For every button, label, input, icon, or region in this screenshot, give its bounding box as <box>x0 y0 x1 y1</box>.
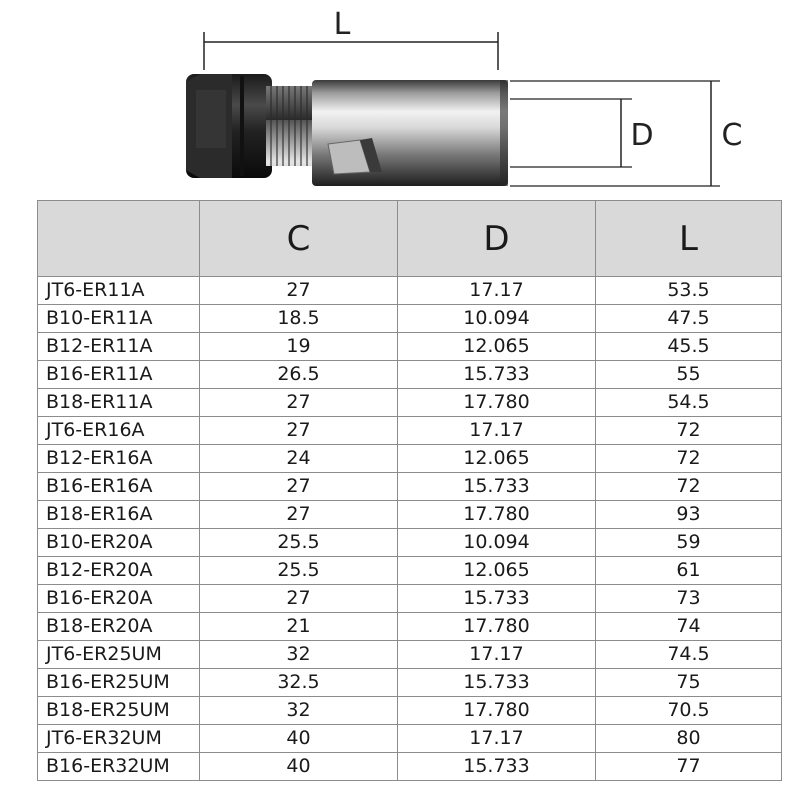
cell-d: 15.733 <box>398 585 596 613</box>
cell-d: 15.733 <box>398 361 596 389</box>
cell-model: B12-ER16A <box>38 445 200 473</box>
cell-model: B16-ER11A <box>38 361 200 389</box>
table-row <box>38 277 782 305</box>
cell-c: 27 <box>200 501 398 529</box>
table-row <box>38 473 782 501</box>
cell-l: 72 <box>596 473 782 501</box>
table-row <box>38 305 782 333</box>
cell-d: 12.065 <box>398 333 596 361</box>
product-diagram <box>0 0 800 200</box>
cell-c: 24 <box>200 445 398 473</box>
cell-model: JT6-ER25UM <box>38 641 200 669</box>
cell-c: 27 <box>200 389 398 417</box>
outer-diameter-label: C <box>721 118 743 153</box>
cell-c: 27 <box>200 585 398 613</box>
inner-diameter-label: D <box>630 118 654 153</box>
cell-l: 80 <box>596 725 782 753</box>
cell-c: 40 <box>200 753 398 781</box>
cell-c: 27 <box>200 417 398 445</box>
cell-model: B16-ER32UM <box>38 753 200 781</box>
cell-c: 21 <box>200 613 398 641</box>
table-row <box>38 361 782 389</box>
cell-c: 25.5 <box>200 557 398 585</box>
cell-d: 12.065 <box>398 445 596 473</box>
thread-section <box>266 86 316 166</box>
cell-l: 72 <box>596 417 782 445</box>
spec-table <box>37 200 782 781</box>
cell-model: B16-ER25UM <box>38 669 200 697</box>
cell-d: 15.733 <box>398 753 596 781</box>
header-c: C <box>200 201 398 277</box>
cylinder-body <box>312 80 508 186</box>
cell-l: 74 <box>596 613 782 641</box>
cell-l: 77 <box>596 753 782 781</box>
table-row <box>38 697 782 725</box>
cell-model: B18-ER25UM <box>38 697 200 725</box>
cell-model: B16-ER16A <box>38 473 200 501</box>
cell-c: 25.5 <box>200 529 398 557</box>
inner-diameter-dimension <box>510 99 654 167</box>
table-row <box>38 753 782 781</box>
cell-c: 26.5 <box>200 361 398 389</box>
table-row <box>38 333 782 361</box>
cell-model: B10-ER11A <box>38 305 200 333</box>
cell-c: 27 <box>200 473 398 501</box>
cell-l: 55 <box>596 361 782 389</box>
cell-model: B18-ER16A <box>38 501 200 529</box>
table-row <box>38 501 782 529</box>
table-row <box>38 669 782 697</box>
cell-l: 70.5 <box>596 697 782 725</box>
table-body <box>38 277 782 781</box>
cell-model: JT6-ER32UM <box>38 725 200 753</box>
collet-nut <box>186 74 272 178</box>
cell-d: 15.733 <box>398 473 596 501</box>
cell-model: B12-ER20A <box>38 557 200 585</box>
cell-c: 32 <box>200 641 398 669</box>
cell-c: 19 <box>200 333 398 361</box>
cell-l: 72 <box>596 445 782 473</box>
cell-d: 10.094 <box>398 529 596 557</box>
cell-model: B10-ER20A <box>38 529 200 557</box>
cell-l: 59 <box>596 529 782 557</box>
header-row <box>38 201 782 277</box>
length-label: L <box>333 7 351 42</box>
cell-d: 10.094 <box>398 305 596 333</box>
table-row <box>38 445 782 473</box>
cell-d: 17.780 <box>398 501 596 529</box>
table-row <box>38 725 782 753</box>
table-row <box>38 613 782 641</box>
cell-d: 12.065 <box>398 557 596 585</box>
cell-model: JT6-ER11A <box>38 277 200 305</box>
cell-d: 17.17 <box>398 277 596 305</box>
table-row <box>38 585 782 613</box>
cell-model: B16-ER20A <box>38 585 200 613</box>
cell-l: 61 <box>596 557 782 585</box>
cell-l: 75 <box>596 669 782 697</box>
cell-l: 47.5 <box>596 305 782 333</box>
cell-l: 53.5 <box>596 277 782 305</box>
cell-l: 74.5 <box>596 641 782 669</box>
table-row <box>38 417 782 445</box>
outer-diameter-dimension <box>510 81 742 186</box>
cell-l: 45.5 <box>596 333 782 361</box>
cell-d: 17.17 <box>398 725 596 753</box>
cell-c: 32.5 <box>200 669 398 697</box>
cell-d: 17.17 <box>398 641 596 669</box>
cell-d: 17.780 <box>398 389 596 417</box>
cell-l: 54.5 <box>596 389 782 417</box>
cell-model: JT6-ER16A <box>38 417 200 445</box>
cell-c: 40 <box>200 725 398 753</box>
cell-model: B12-ER11A <box>38 333 200 361</box>
table-row <box>38 641 782 669</box>
length-dimension <box>204 7 498 70</box>
header-d: D <box>398 201 596 277</box>
cell-d: 17.17 <box>398 417 596 445</box>
cell-d: 17.780 <box>398 697 596 725</box>
cell-model: B18-ER11A <box>38 389 200 417</box>
table-row <box>38 557 782 585</box>
header-model <box>38 201 200 277</box>
cell-c: 32 <box>200 697 398 725</box>
table-row <box>38 389 782 417</box>
cell-d: 15.733 <box>398 669 596 697</box>
header-l: L <box>596 201 782 277</box>
cell-c: 27 <box>200 277 398 305</box>
cell-c: 18.5 <box>200 305 398 333</box>
cell-l: 93 <box>596 501 782 529</box>
cell-d: 17.780 <box>398 613 596 641</box>
cell-model: B18-ER20A <box>38 613 200 641</box>
cell-l: 73 <box>596 585 782 613</box>
table-row <box>38 529 782 557</box>
